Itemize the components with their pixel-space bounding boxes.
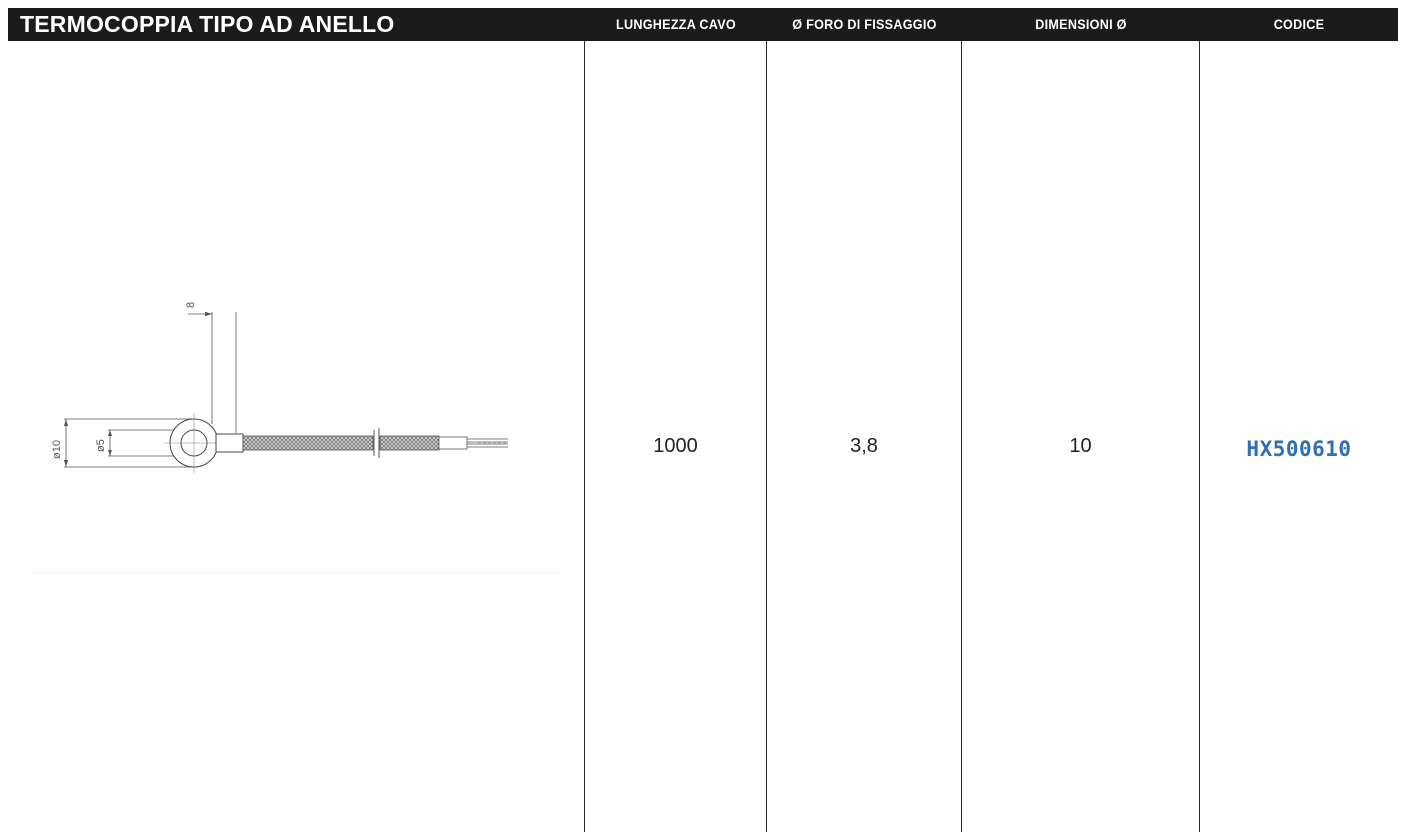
column-header-code: CODICE (1273, 16, 1325, 32)
dimension-outer-label: ø10 (51, 440, 63, 459)
table-body (8, 41, 1398, 832)
column-header-fixing-hole: Ø FORO DI FISSAGGIO (792, 16, 937, 32)
dimension-inner-label: ø5 (95, 439, 107, 452)
product-title: TERMOCOPPIA TIPO AD ANELLO (20, 11, 395, 37)
dimension-width-label: 8 (185, 301, 197, 308)
dimension-value: 10 (1069, 435, 1092, 457)
cable-length-value: 1000 (653, 435, 698, 457)
product-code-link[interactable]: HX500610 (1246, 437, 1352, 461)
column-header-cable-length: LUNGHEZZA CAVO (616, 16, 736, 32)
thermocouple-ring-drawing (38, 296, 508, 476)
image-divider (32, 572, 561, 573)
fixing-hole-value: 3,8 (850, 435, 878, 457)
table-header (8, 8, 1398, 41)
column-header-dimension: DIMENSIONI Ø (1035, 16, 1127, 32)
